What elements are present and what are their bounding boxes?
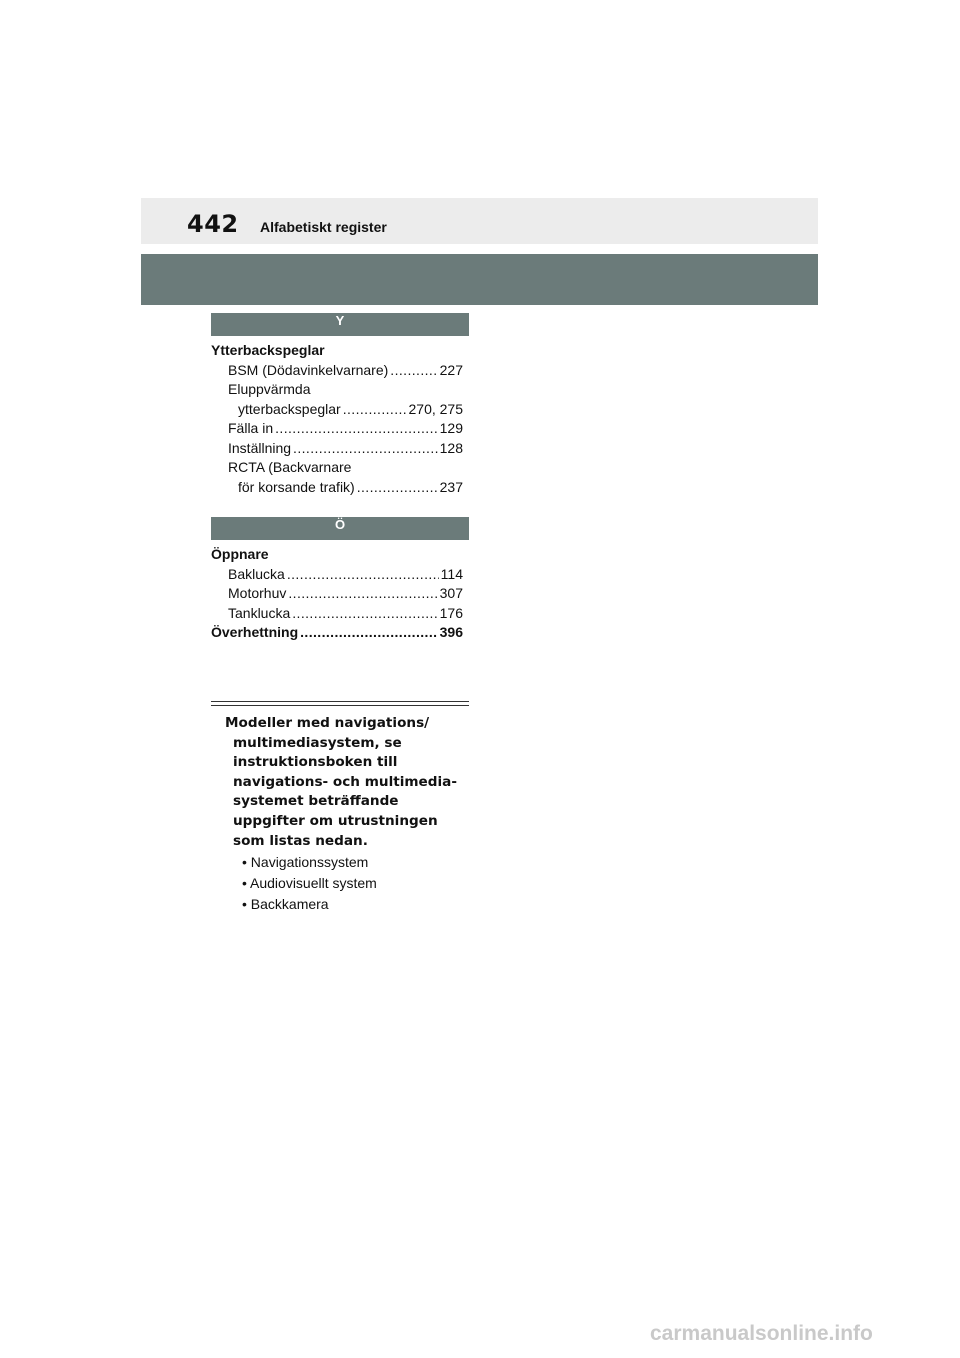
entry-label: Fälla in (228, 420, 274, 436)
page-number: 442 (187, 210, 239, 238)
index-entry (211, 478, 463, 498)
entry-label: Eluppvärmda (228, 381, 311, 397)
index-entry (211, 604, 463, 624)
entry-page: 114 (440, 565, 463, 582)
note-line: Modeller med navigations/ (225, 715, 430, 731)
entry-label: ytterbackspeglar (238, 400, 341, 417)
entry-page: 237 (439, 478, 463, 495)
entry-page: 128 (439, 439, 463, 456)
entry-label: BSM (Dödavinkelvarnare) (228, 361, 389, 378)
entry-page: 176 (439, 604, 463, 621)
entry-page: 270, 275 (408, 400, 463, 417)
navigation-note (225, 714, 470, 851)
index-entry (211, 565, 463, 585)
entry-label: Ytterbackspeglar (211, 342, 325, 358)
header-band (141, 254, 818, 305)
entry-label: Överhettning (211, 624, 299, 640)
entry-page: 227 (439, 361, 463, 378)
index-entry (211, 380, 463, 400)
letter-heading-o-umlaut: Ö (211, 517, 469, 540)
index-entry (211, 361, 463, 381)
entry-label: Inställning (228, 439, 292, 456)
entry-label: Baklucka (228, 565, 285, 582)
note-line: uppgifter om utrustningen (233, 812, 438, 829)
note-line: multimediasystem, se (233, 734, 402, 751)
index-entry (211, 458, 463, 478)
index-entry (211, 545, 463, 565)
entry-label: RCTA (Backvarnare (228, 459, 352, 475)
entry-label: Tanklucka (228, 604, 291, 621)
section-title: Alfabetiskt register (260, 219, 387, 235)
letter-heading-y: Y (211, 313, 469, 336)
index-entry (211, 584, 463, 604)
list-item: • Audiovisuellt system (242, 875, 377, 891)
index-entry (211, 400, 463, 420)
entry-label: Öppnare (211, 546, 269, 562)
note-line: navigations- och multimedia- (233, 773, 457, 790)
index-list-y (211, 341, 463, 497)
entry-page: 396 (439, 624, 463, 640)
note-line: som listas nedan. (233, 832, 368, 849)
watermark: carmanualsonline.info (650, 1322, 873, 1345)
entry-label: för korsande trafik) (238, 478, 355, 495)
double-rule-divider (211, 701, 469, 706)
list-item: • Navigationssystem (242, 854, 369, 870)
page-header (141, 198, 818, 244)
entry-page: 307 (439, 585, 463, 601)
entry-label: Motorhuv (228, 585, 287, 601)
index-entry (211, 341, 463, 361)
list-item: • Backkamera (242, 896, 329, 912)
equipment-list (242, 852, 377, 915)
index-list-o-umlaut (211, 545, 463, 643)
index-entry (211, 439, 463, 459)
note-line: instruktionsboken till (233, 754, 398, 771)
index-entry (211, 419, 463, 439)
index-entry (211, 623, 463, 643)
entry-page: 129 (439, 420, 463, 436)
note-line: systemet beträffande (233, 793, 399, 810)
